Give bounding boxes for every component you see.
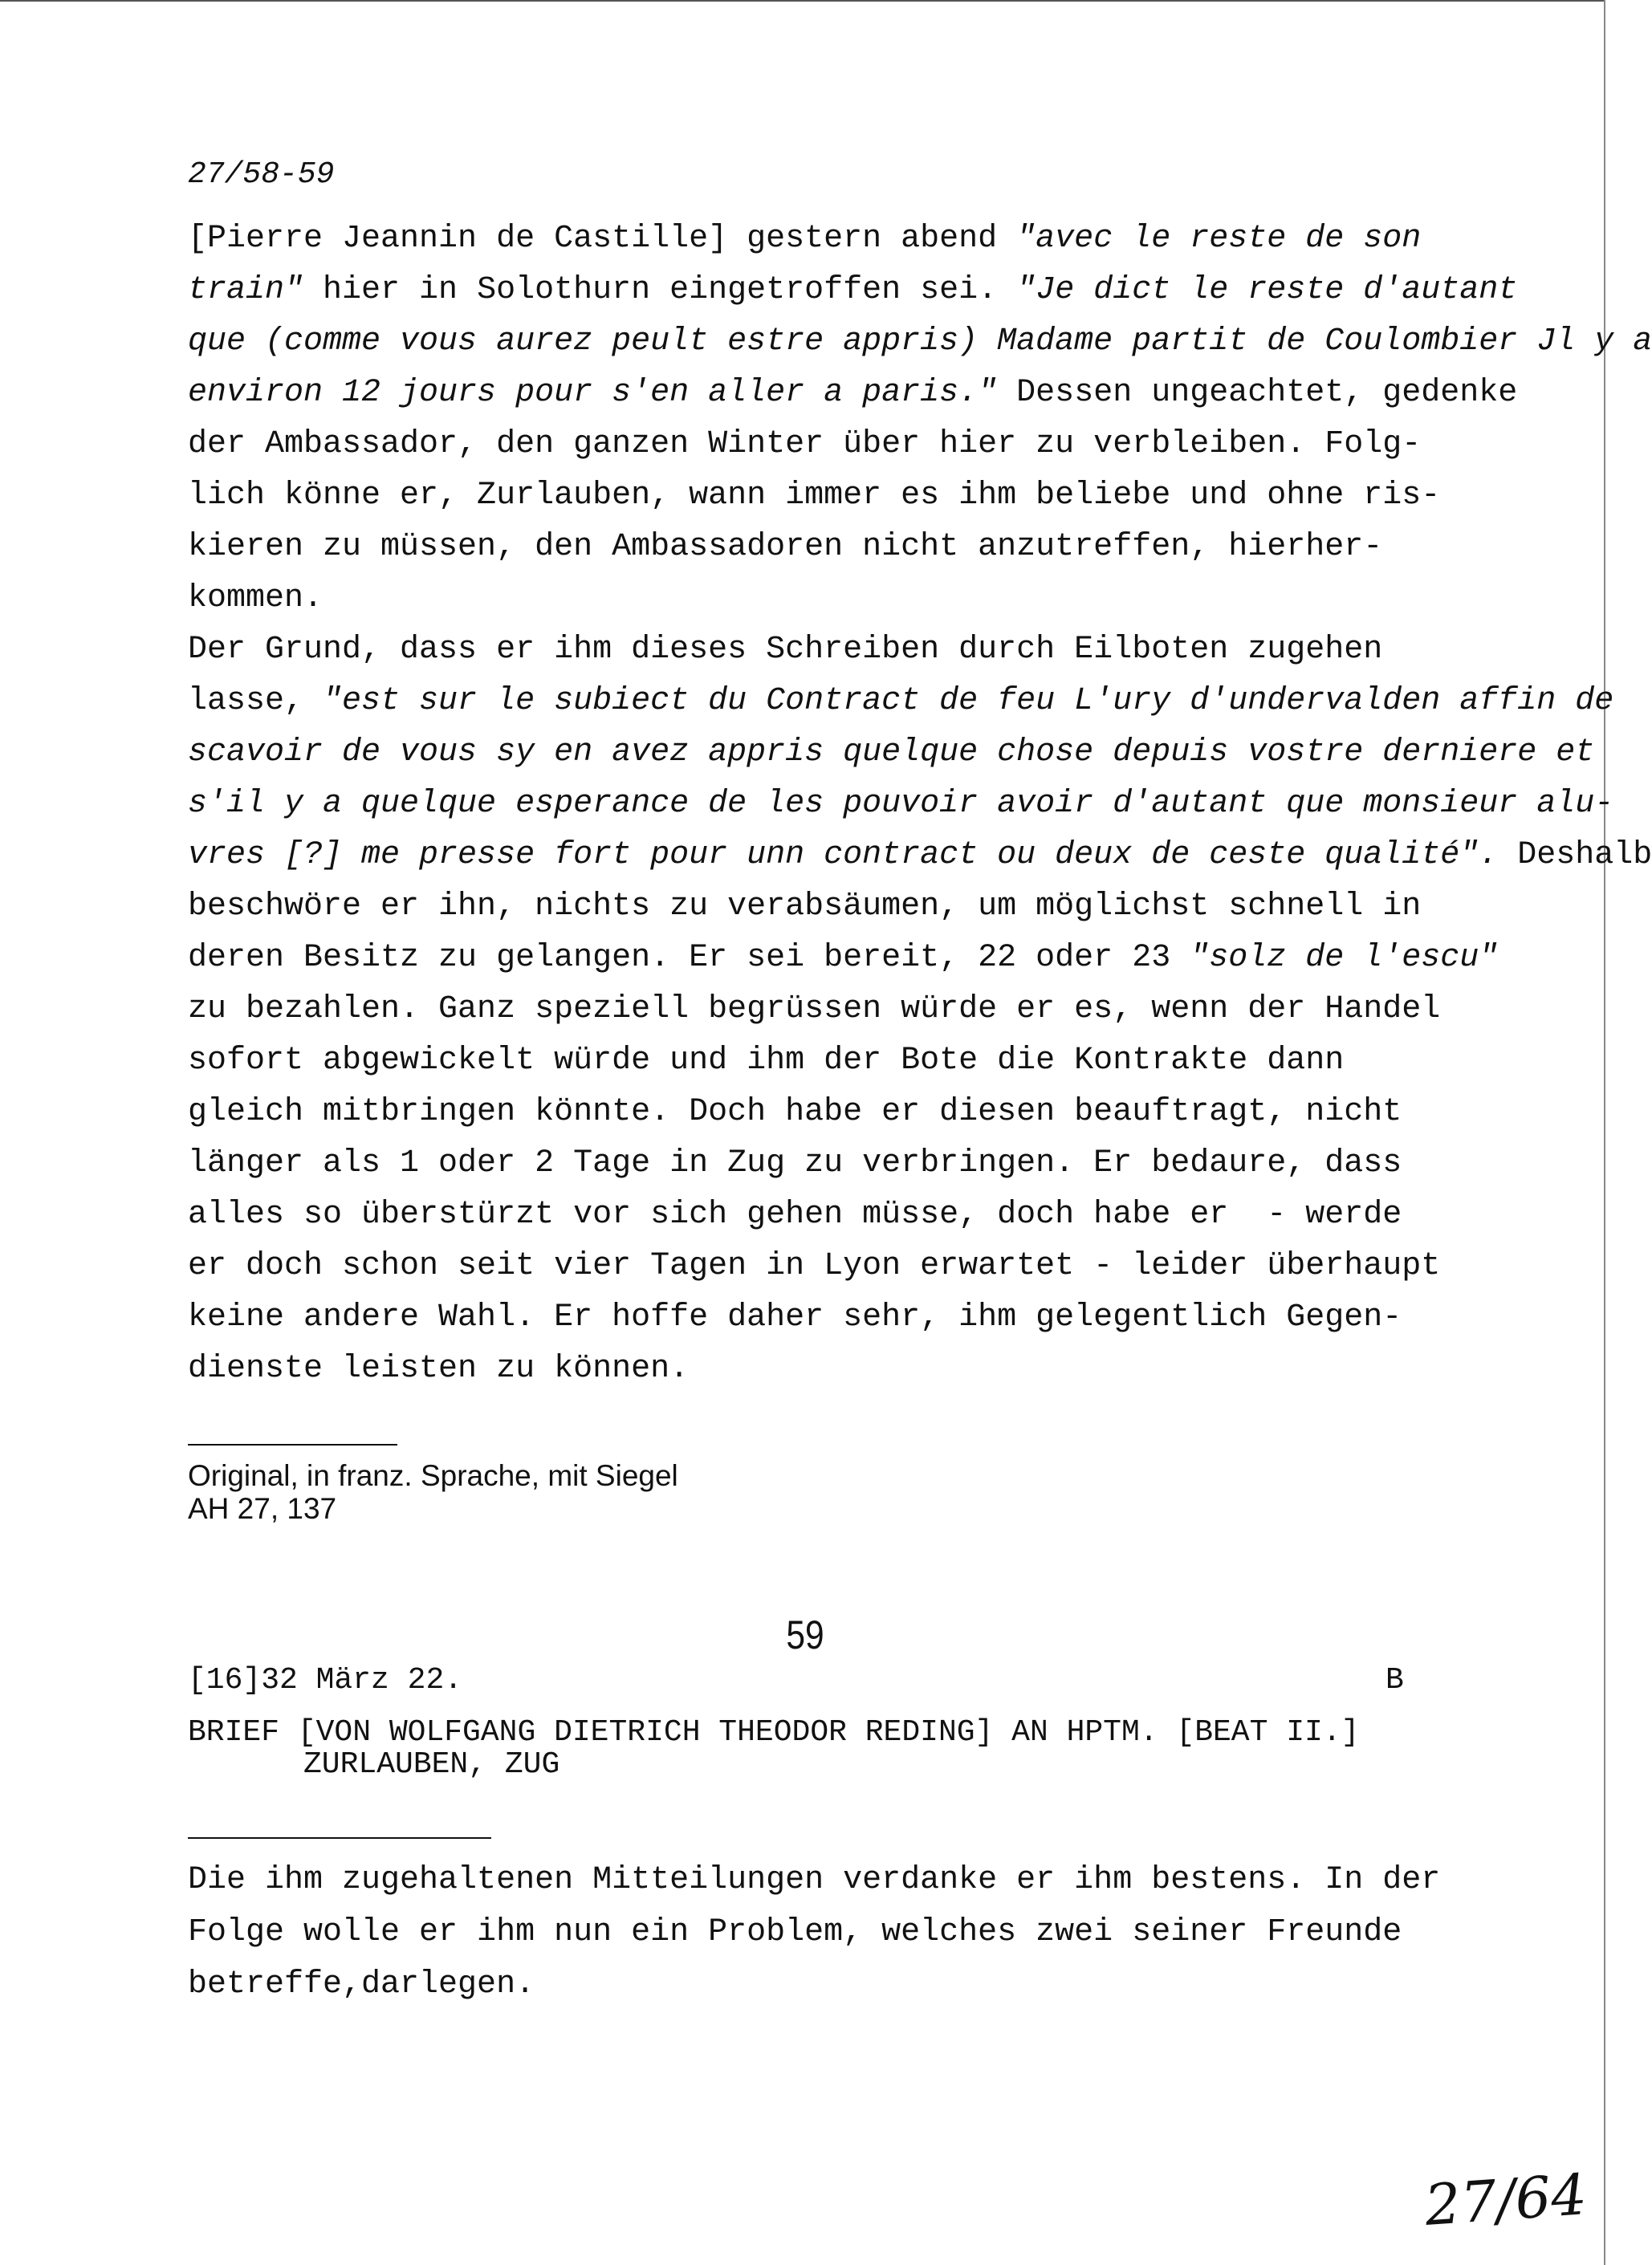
entry-number: 59 (786, 1612, 824, 1657)
quoted-french-text: environ 12 jours pour s'en aller a paris." (188, 375, 998, 411)
text-line (188, 419, 1652, 470)
quoted-french-text: "est sur le subiect du Contract de feu L'ury d'undervalden affin de (323, 683, 1614, 719)
body-text: länger als 1 oder 2 Tage in Zug zu verbringen. Er bedaure, dass (188, 1145, 1402, 1181)
body-text: Dessen ungeachtet, gedenke (997, 375, 1518, 411)
body-text: Der Grund, dass er ihm dieses Schreiben durch Eilboten zugehen (188, 632, 1383, 668)
text-line (188, 213, 1652, 265)
text-line (188, 1292, 1652, 1344)
paragraph-summary (188, 1854, 1440, 2011)
body-text: [Pierre Jeannin de Castille] gestern abend (188, 221, 1017, 257)
text-line (188, 881, 1652, 933)
quoted-french-text: "Je dict le reste d'autant (1016, 272, 1518, 308)
text-line (188, 1906, 1440, 1958)
body-text: beschwöre er ihn, nichts zu verabsäumen, um möglichst schnell in (188, 889, 1422, 925)
text-line (188, 779, 1652, 830)
text-line (188, 470, 1652, 522)
text-line (188, 316, 1652, 368)
body-text: hier in Solothurn eingetroffen sei. (303, 272, 1017, 308)
body-text: keine andere Wahl. Er hoffe daher sehr, ihm gelegentlich Gegen- (188, 1299, 1402, 1336)
body-text: betreffe,darlegen. (188, 1966, 535, 2003)
entry-type: B (1385, 1663, 1404, 1698)
body-text: Deshalb (1498, 837, 1652, 873)
quoted-french-text: vres [?] me presse fort pour unn contract ou deux de ceste qualité". (188, 837, 1499, 873)
body-text: lasse, (188, 683, 323, 719)
body-text: deren Besitz zu gelangen. Er sei bereit, 22 oder 23 (188, 940, 1190, 976)
quoted-french-text: train" (188, 272, 304, 308)
text-line (188, 265, 1652, 316)
source-note-archive: AH 27, 137 (188, 1492, 337, 1525)
entry-title: BRIEF [VON WOLFGANG DIETRICH THEODOR REDING] AN HPTM. [BEAT II.] (188, 1715, 1360, 1750)
summary-divider (188, 1837, 491, 1839)
paragraph-main (188, 213, 1652, 1395)
body-text: Die ihm zugehaltenen Mitteilungen verdanke er ihm bestens. In der (188, 1862, 1441, 1898)
entry-title-continued: ZURLAUBEN, ZUG (303, 1747, 560, 1782)
text-line (188, 933, 1652, 984)
page-edge-top (0, 0, 1605, 2)
text-line (188, 1035, 1652, 1087)
text-line (188, 984, 1652, 1035)
text-line (188, 1189, 1652, 1241)
body-text: zu bezahlen. Ganz speziell begrüssen würde er es, wenn der Handel (188, 991, 1441, 1027)
text-line (188, 1087, 1652, 1138)
body-text: gleich mitbringen könnte. Doch habe er diesen beauftragt, nicht (188, 1094, 1402, 1130)
body-text: alles so überstürzt vor sich gehen müsse, doch habe er - werde (188, 1197, 1402, 1233)
text-line (188, 368, 1652, 419)
text-line (188, 1958, 1440, 2011)
body-text: dienste leisten zu können. (188, 1351, 690, 1387)
page-reference: 27/58-59 (188, 157, 335, 192)
text-line (188, 676, 1652, 727)
text-line (188, 1344, 1652, 1395)
text-line (188, 727, 1652, 779)
quoted-french-text: que (comme vous aurez peult estre appris) Madame partit de Coulombier Jl y a (188, 323, 1652, 360)
source-note-original: Original, in franz. Sprache, mit Siegel (188, 1459, 678, 1492)
body-text: sofort abgewickelt würde und ihm der Bote die Kontrakte dann (188, 1043, 1345, 1079)
handwritten-folio-number: 27/64 (1422, 2161, 1589, 2239)
quoted-french-text: s'il y a quelque esperance de les pouvoir avoir d'autant que monsieur alu- (188, 786, 1614, 822)
text-line (188, 573, 1652, 624)
body-text: kieren zu müssen, den Ambassadoren nicht anzutreffen, hierher- (188, 529, 1383, 565)
text-line (188, 1241, 1652, 1292)
body-text: er doch schon seit vier Tagen in Lyon erwartet - leider überhaupt (188, 1248, 1441, 1284)
text-line (188, 1138, 1652, 1189)
entry-date: [16]32 März 22. (188, 1663, 463, 1698)
footnote-divider (188, 1444, 397, 1446)
body-text: der Ambassador, den ganzen Winter über hier zu verbleiben. Folg- (188, 426, 1422, 462)
text-line (188, 624, 1652, 676)
body-text: Folge wolle er ihm nun ein Problem, welches zwei seiner Freunde (188, 1914, 1402, 1950)
body-text: lich könne er, Zurlauben, wann immer es ihm beliebe und ohne ris- (188, 478, 1441, 514)
text-line (188, 1854, 1440, 1906)
quoted-french-text: scavoir de vous sy en avez appris quelque chose depuis vostre derniere et (188, 734, 1595, 771)
text-line (188, 522, 1652, 573)
text-line (188, 830, 1652, 881)
body-text: kommen. (188, 580, 323, 616)
quoted-french-text: "solz de l'escu" (1190, 940, 1499, 976)
quoted-french-text: "avec le reste de son (1016, 221, 1422, 257)
